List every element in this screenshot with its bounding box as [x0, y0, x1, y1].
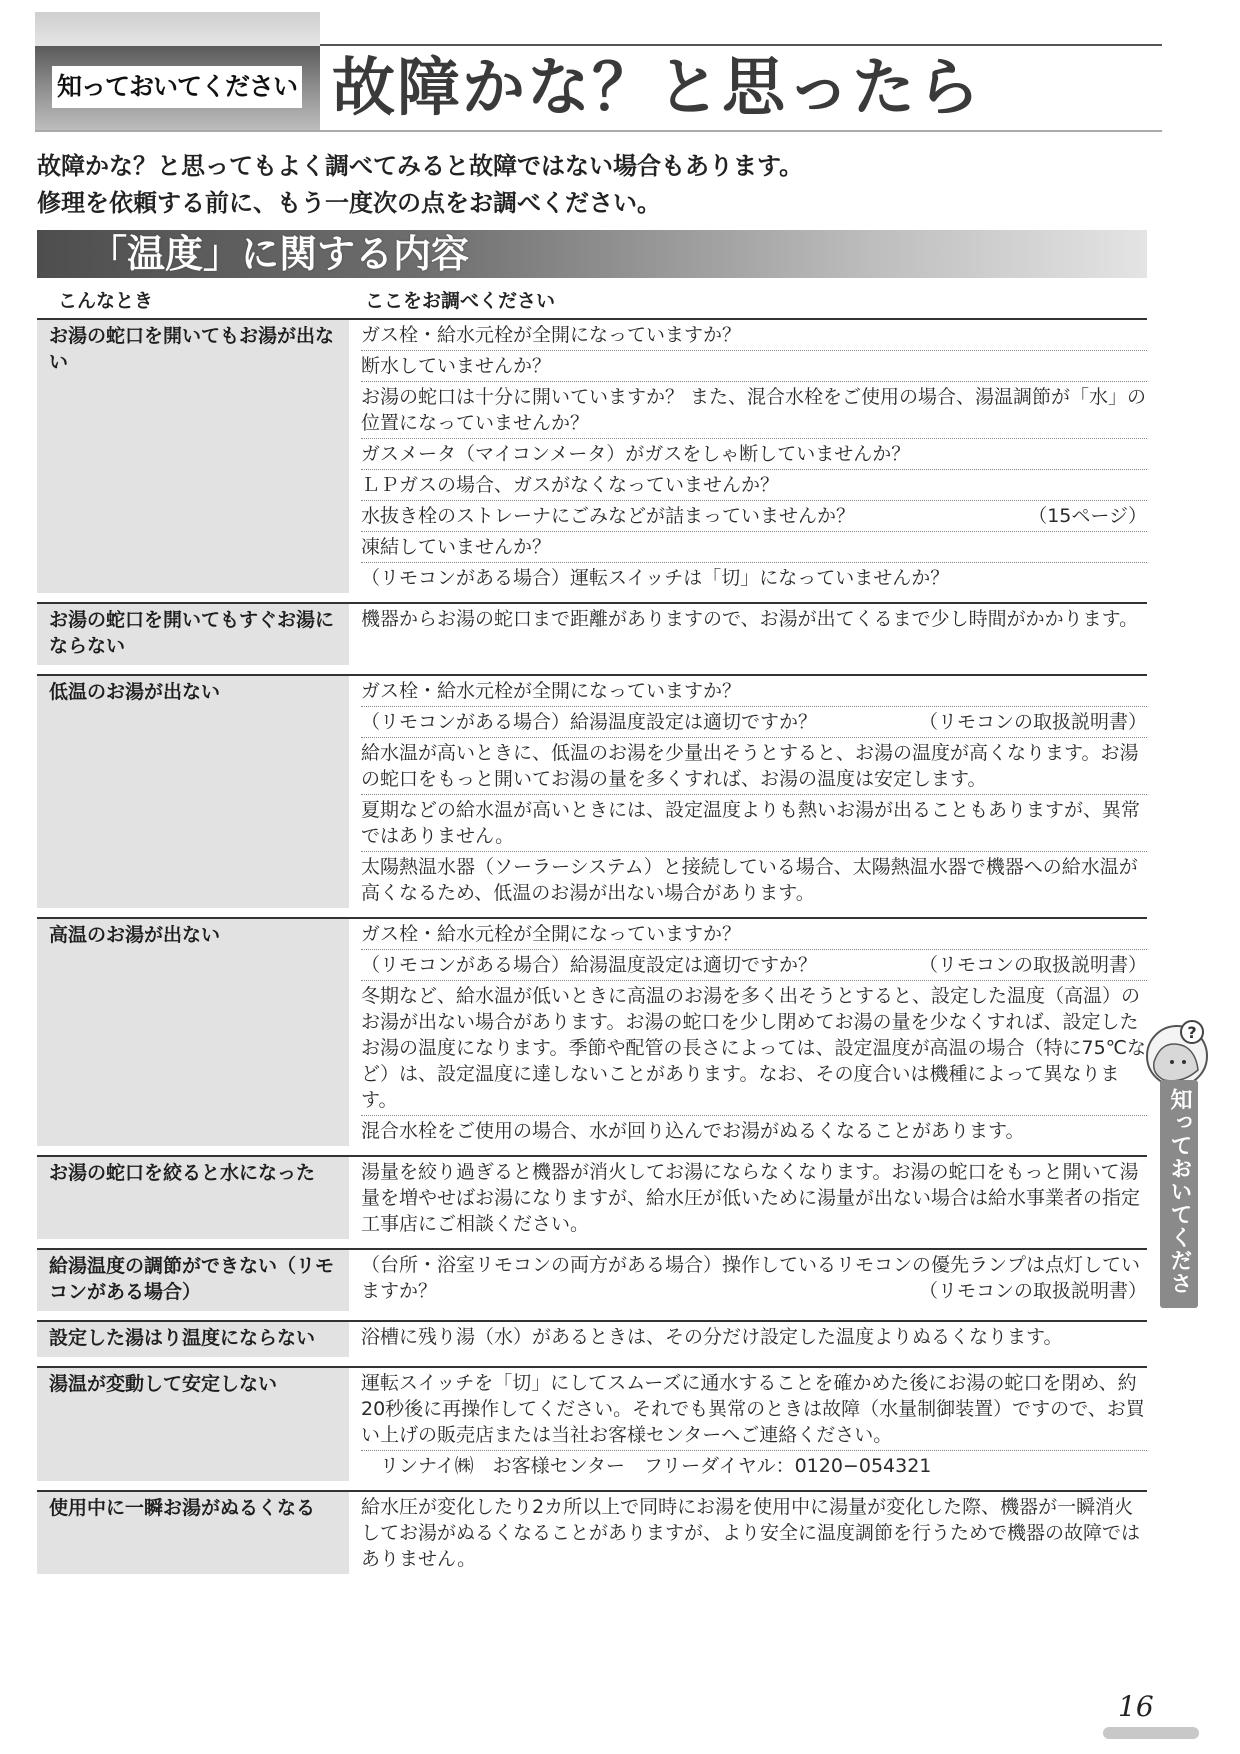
header-label: 知っておいてください: [52, 66, 302, 108]
check-reference: （15ページ）: [1028, 505, 1147, 527]
check-reference: （リモコンの取扱説明書）: [918, 1280, 1147, 1302]
check-text: （台所・浴室リモコンの両方がある場合）操作しているリモコンの優先ランプは点灯していますか？: [361, 1254, 1141, 1302]
check-text: 太陽熱温水器（ソーラーシステム）と接続している場合、太陽熱温水器で機器への給水温が高くなるため、低温のお湯が出ない場合があります。: [361, 856, 1138, 904]
check-item: [361, 1451, 1147, 1481]
condition-cell: お湯の蛇口を開いてもお湯が出ない: [37, 320, 349, 593]
check-list: [349, 320, 1147, 593]
table-row: [37, 1320, 1147, 1357]
column-header-check: ここをお調べください: [365, 290, 556, 312]
svg-text:?: ?: [1187, 1023, 1197, 1042]
check-item: [361, 981, 1147, 1116]
table-row: [37, 1248, 1147, 1311]
check-text: （リモコンがある場合）給湯温度設定は適切ですか？: [361, 954, 818, 976]
check-text: 湯量を絞り過ぎると機器が消火してお湯にならなくなります。お湯の蛇口をもっと開いて湯量を増やせばお湯になりますが、給水圧が低いために湯量が出ない場合は給水事業者の指定工事店にご相談ください。: [361, 1161, 1141, 1235]
check-item: [361, 604, 1147, 634]
check-item: [361, 382, 1147, 439]
condition-cell: 使用中に一瞬お湯がぬるくなる: [37, 1492, 349, 1574]
page-title: 故障かな？と思ったら: [332, 51, 982, 124]
table-row: [37, 674, 1147, 908]
check-item: [361, 563, 1147, 593]
check-item: [361, 738, 1147, 795]
check-list: [349, 604, 1147, 665]
condition-cell: 低温のお湯が出ない: [37, 676, 349, 908]
check-item: [361, 320, 1147, 351]
check-text: （リモコンがある場合）給湯温度設定は適切ですか？: [361, 711, 818, 733]
section-title: 「温度」に関する内容: [89, 232, 470, 276]
check-list: [349, 1492, 1147, 1574]
check-list: [349, 919, 1147, 1146]
condition-cell: お湯の蛇口を開いてもすぐお湯にならない: [37, 604, 349, 665]
check-list: [349, 1250, 1147, 1311]
check-list: [349, 1368, 1147, 1481]
table-row: [37, 602, 1147, 665]
check-item: [361, 532, 1147, 563]
page-number-bar: [1103, 1727, 1199, 1739]
condition-cell: 設定した湯はり温度にならない: [37, 1322, 349, 1357]
check-reference: （リモコンの取扱説明書）: [918, 954, 1147, 976]
check-text: ガス栓・給水元栓が全開になっていますか？: [361, 324, 742, 346]
table-row: [37, 1490, 1147, 1574]
top-decor-bar: [35, 12, 320, 48]
check-text: 冬期など、給水温が低いときに高温のお湯を多く出そうとすると、設定した温度（高温）のお湯が出ない場合があります。お湯の蛇口を少し閉めてお湯の量を少なくすれば、設定したお湯の温度になります。季節や配管の長さによっては、設定温度が高温の場合（特に75℃など）は、設定温度に達しないことがあります。なお、その度合いは機種によって異なります。: [361, 985, 1146, 1111]
check-text: 給水温が高いときに、低温のお湯を少量出そうとすると、お湯の温度が高くなります。お湯の蛇口をもっと開いてお湯の量を多くすれば、お湯の温度は安定します。: [361, 742, 1139, 790]
check-item: [361, 676, 1147, 707]
check-text: 凍結していませんか？: [361, 536, 552, 558]
side-tab: [1129, 1080, 1198, 1308]
side-tab-label: 知っておいてください: [1129, 1088, 1192, 1295]
title-rule: [35, 130, 1162, 132]
check-item: [361, 950, 1147, 981]
check-text: （リモコンがある場合）運転スイッチは「切」になっていませんか？: [361, 567, 950, 589]
check-text: ガス栓・給水元栓が全開になっていますか？: [361, 680, 742, 702]
check-item: [361, 1116, 1147, 1146]
check-text: 夏期などの給水温が高いときには、設定温度よりも熱いお湯が出ることもありますが、異常ではありません。: [361, 799, 1141, 847]
intro-line-2: 修理を依頼する前に、もう一度次の点をお調べください。: [37, 189, 661, 217]
check-item: [361, 1492, 1147, 1574]
check-text: お湯の蛇口は十分に開いていますか？ また、混合水栓をご使用の場合、湯温調節が「水」の位置になっていませんか？: [361, 386, 1147, 434]
table-row: [37, 318, 1147, 593]
intro-text: [37, 148, 803, 222]
check-item: [361, 1322, 1147, 1352]
check-item: [361, 1157, 1147, 1239]
section-banner: [37, 230, 1147, 278]
check-list: [349, 1322, 1147, 1357]
table-row: [37, 917, 1147, 1146]
check-item: [361, 501, 1147, 532]
check-reference: （リモコンの取扱説明書）: [918, 711, 1147, 733]
condition-cell: お湯の蛇口を絞ると水になった: [37, 1157, 349, 1239]
check-text: 運転スイッチを「切」にしてスムーズに通水することを確かめた後にお湯の蛇口を閉め、約20秒後に再操作してください。それでも異常のときは故障（水量制御装置）ですので、お買い上げの販売店または当社お客様センターへご連絡ください。: [361, 1372, 1145, 1446]
check-text: 断水していませんか？: [361, 355, 552, 377]
header-box: [35, 46, 320, 130]
troubleshooting-table: [37, 318, 1147, 1583]
condition-cell: 給湯温度の調節ができない（リモコンがある場合）: [37, 1250, 349, 1311]
check-item: [361, 470, 1147, 501]
condition-cell: 湯温が変動して安定しない: [37, 1368, 349, 1481]
check-text: 浴槽に残り湯（水）があるときは、その分だけ設定した温度よりぬるくなります。: [361, 1326, 1063, 1348]
check-text: 水抜き栓のストレーナにごみなどが詰まっていませんか？: [361, 505, 856, 527]
check-item: [361, 795, 1147, 852]
check-item: [361, 1368, 1147, 1451]
check-list: [349, 1157, 1147, 1239]
check-text: リンナイ㈱ お客様センター フリーダイヤル：0120−054321: [361, 1455, 932, 1477]
check-text: ガス栓・給水元栓が全開になっていますか？: [361, 923, 742, 945]
check-text: 混合水栓をご使用の場合、水が回り込んでお湯がぬるくなることがあります。: [361, 1120, 1025, 1142]
condition-cell: 高温のお湯が出ない: [37, 919, 349, 1146]
page-number: 16: [1118, 1690, 1154, 1723]
check-item: [361, 351, 1147, 382]
check-item: [361, 1250, 1147, 1306]
table-row: [37, 1366, 1147, 1481]
check-item: [361, 919, 1147, 950]
intro-line-1: 故障かな？と思ってもよく調べてみると故障ではない場合もあります。: [37, 152, 804, 180]
check-item: [361, 439, 1147, 470]
check-list: [349, 676, 1147, 908]
check-text: ガスメータ（マイコンメータ）がガスをしゃ断していませんか？: [361, 443, 911, 465]
check-item: [361, 707, 1147, 738]
column-header-condition: こんなとき: [58, 290, 154, 312]
check-item: [361, 852, 1147, 908]
check-text: 給水圧が変化したり2カ所以上で同時にお湯を使用中に湯量が変化した際、機器が一瞬消火してお湯がぬるくなることがありますが、より安全に温度調節を行うためで機器の故障ではありません。: [361, 1496, 1141, 1570]
check-text: 機器からお湯の蛇口まで距離がありますので、お湯が出てくるまで少し時間がかかります。: [361, 608, 1139, 630]
check-text: ＬＰガスの場合、ガスがなくなっていませんか？: [361, 474, 780, 496]
table-row: [37, 1155, 1147, 1239]
